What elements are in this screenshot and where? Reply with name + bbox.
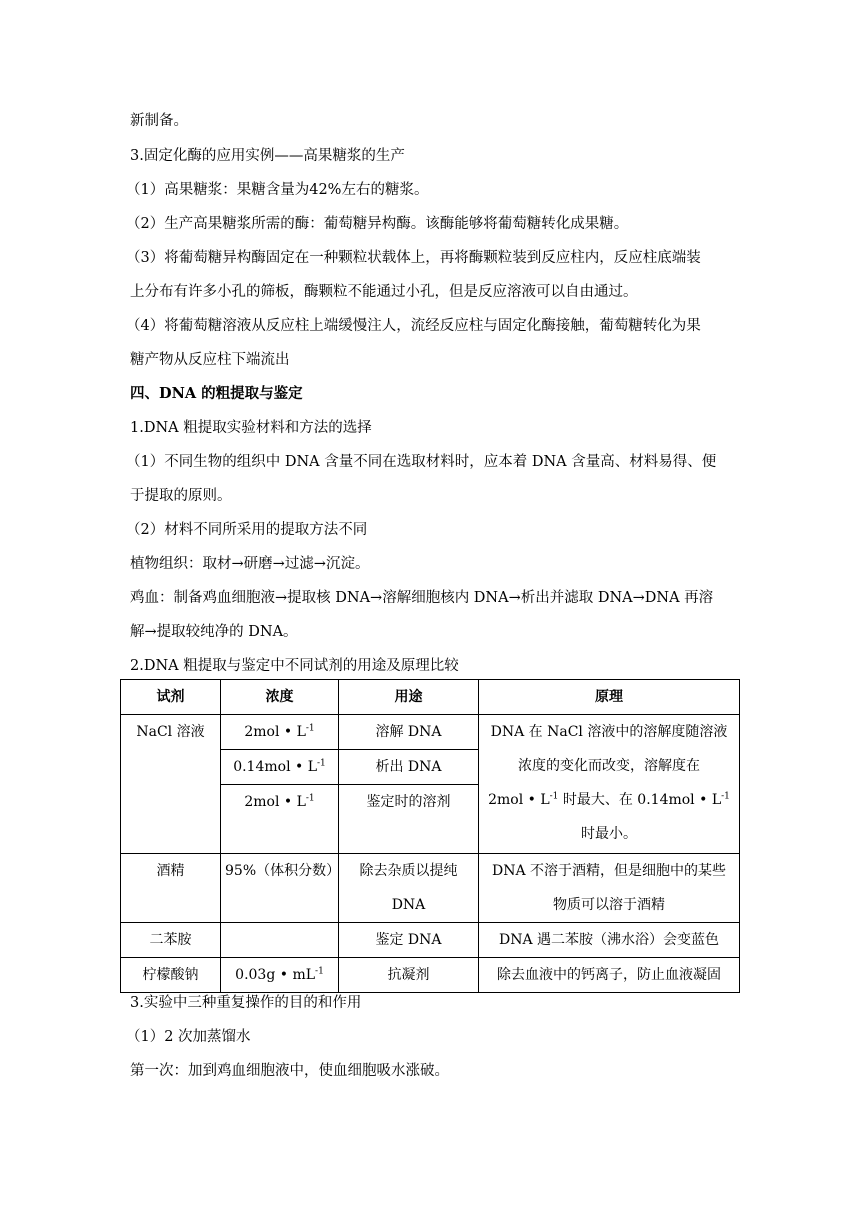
paragraph-line: （1）高果糖浆：果糖含量为42%左右的糖浆。 bbox=[126, 182, 429, 198]
unit-exponent: -1 bbox=[305, 793, 315, 804]
section-heading: 1.DNA 粗提取实验材料和方法的选择 bbox=[130, 420, 372, 436]
paragraph-line: 鸡血：制备鸡血细胞液→提取核 DNA→溶解细胞核内 DNA→析出并滤取 DNA→DNA 再溶 bbox=[130, 590, 714, 606]
unit-exponent: -1 bbox=[721, 791, 730, 802]
concentration-cell bbox=[221, 958, 339, 993]
section-heading: 2.DNA 粗提取与鉴定中不同试剂的用途及原理比较 bbox=[130, 658, 459, 674]
header-concentration: 浓度 bbox=[221, 680, 339, 715]
reagent-cell: 二苯胺 bbox=[121, 923, 221, 958]
principle-fragment: 时最大、在 0.14mol • L bbox=[558, 792, 722, 808]
principle-line: DNA 在 NaCl 溶液中的溶解度随溶液 bbox=[490, 724, 728, 740]
principle-cell bbox=[479, 854, 740, 923]
reagent-cell: 酒精 bbox=[121, 854, 221, 923]
paragraph-line: （2）生产高果糖浆所需的酶：葡萄糖异构酶。该酶能够将葡萄糖转化成果糖。 bbox=[126, 216, 629, 232]
concentration-cell bbox=[221, 715, 339, 750]
use-cell: 鉴定时的溶剂 bbox=[339, 785, 479, 854]
principle-line: DNA 不溶于酒精，但是细胞中的某些 bbox=[491, 863, 727, 879]
header-use: 用途 bbox=[339, 680, 479, 715]
principle-fragment: 2mol • L bbox=[488, 792, 550, 808]
paragraph-line: （2）材料不同所采用的提取方法不同 bbox=[126, 522, 368, 538]
unit-exponent: -1 bbox=[305, 723, 315, 734]
reagent-name: NaCl 溶液 bbox=[136, 724, 205, 740]
paragraph-line: （4）将葡萄糖溶液从反应柱上端缓慢注人，流经反应柱与固定化酶接触，葡萄糖转化为果 bbox=[126, 318, 701, 334]
use-cell: 抗凝剂 bbox=[339, 958, 479, 993]
paragraph-line: 植物组织：取材→研磨→过滤→沉淀。 bbox=[130, 556, 370, 572]
paragraph-line: （1）不同生物的组织中 DNA 含量不同在选取材料时，应本着 DNA 含量高、材料易得、便 bbox=[126, 454, 717, 470]
use-cell: 鉴定 DNA bbox=[339, 923, 479, 958]
concentration-value: 0.14mol • L bbox=[233, 759, 318, 775]
paragraph-line: 于提取的原则。 bbox=[130, 488, 232, 504]
paragraph-line: （3）将葡萄糖异构酶固定在一种颗粒状载体上，再将酶颗粒装到反应柱内，反应柱底端装 bbox=[126, 250, 701, 266]
section-heading: 3.实验中三种重复操作的目的和作用 bbox=[130, 995, 362, 1011]
use-cell: 溶解 DNA bbox=[339, 715, 479, 750]
reagent-comparison-table bbox=[120, 679, 740, 993]
use-line: 除去杂质以提纯 bbox=[359, 863, 458, 879]
concentration-value: 2mol • L bbox=[244, 794, 306, 810]
paragraph-line: 解→提取较纯净的 DNA。 bbox=[130, 624, 298, 640]
concentration-cell: 95%（体积分数） bbox=[221, 854, 339, 923]
table-row bbox=[121, 715, 740, 750]
use-cell: 析出 DNA bbox=[339, 750, 479, 785]
principle-line: 物质可以溶于酒精 bbox=[553, 897, 665, 913]
table-row bbox=[121, 854, 740, 923]
paragraph-line: 上分布有许多小孔的筛板，酶颗粒不能通过小孔，但是反应溶液可以自由通过。 bbox=[130, 284, 638, 300]
reagent-cell: 柠檬酸钠 bbox=[121, 958, 221, 993]
concentration-value: 0.03g • mL bbox=[235, 967, 316, 983]
unit-exponent: -1 bbox=[549, 791, 559, 802]
header-principle: 原理 bbox=[479, 680, 740, 715]
principle-line bbox=[483, 783, 735, 817]
section-heading: 3.固定化酶的应用实例——高果糖浆的生产 bbox=[130, 148, 405, 164]
reagent-cell bbox=[121, 715, 221, 854]
chapter-heading: 四、DNA 的粗提取与鉴定 bbox=[130, 385, 303, 402]
concentration-cell bbox=[221, 750, 339, 785]
concentration-value: 2mol • L bbox=[244, 724, 306, 740]
use-line: DNA bbox=[391, 897, 426, 913]
paragraph-line: 糖产物从反应柱下端流出 bbox=[130, 352, 290, 368]
paragraph-line: 新制备。 bbox=[130, 113, 188, 129]
principle-line: 时最小。 bbox=[581, 826, 637, 842]
use-cell bbox=[339, 854, 479, 923]
table-row bbox=[121, 958, 740, 993]
header-reagent: 试剂 bbox=[121, 680, 221, 715]
unit-exponent: -1 bbox=[315, 966, 324, 977]
concentration-cell bbox=[221, 923, 339, 958]
principle-line: 浓度的变化而改变，溶解度在 bbox=[518, 758, 700, 774]
unit-exponent: -1 bbox=[317, 758, 326, 769]
paragraph-line: 第一次：加到鸡血细胞液中，使血细胞吸水涨破。 bbox=[130, 1063, 449, 1079]
principle-cell bbox=[479, 715, 740, 854]
table-row bbox=[121, 923, 740, 958]
concentration-cell bbox=[221, 785, 339, 854]
principle-cell: DNA 遇二苯胺（沸水浴）会变蓝色 bbox=[479, 923, 740, 958]
principle-cell: 除去血液中的钙离子，防止血液凝固 bbox=[479, 958, 740, 993]
paragraph-line: （1）2 次加蒸馏水 bbox=[126, 1029, 251, 1045]
table-header-row bbox=[121, 680, 740, 715]
